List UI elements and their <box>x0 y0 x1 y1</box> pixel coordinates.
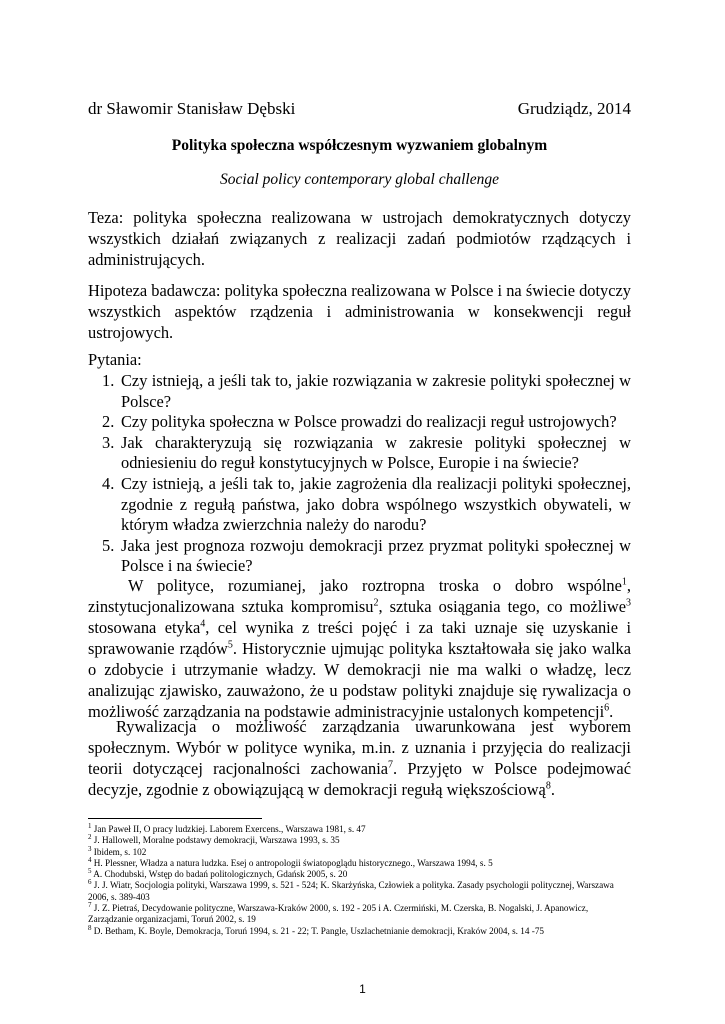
page-number: 1 <box>359 982 366 996</box>
header <box>88 99 631 119</box>
thesis-paragraph: Teza: polityka społeczna realizowana w ustrojach demokratycznych dotyczy wszystkich działań związanych z realizacji zadań podmiotów rządzących i administrujących. <box>88 208 631 269</box>
footnote <box>88 923 631 937</box>
document-title: Polityka społeczna współczesnym wyzwaniem globalnym <box>171 137 548 154</box>
footnote-text: A. Chodubski, Wstęp do badań politologicznych, Gdańsk 2005, s. 20 <box>91 869 348 880</box>
question-number: 5. <box>102 535 115 555</box>
question-number: 3. <box>102 432 115 452</box>
footnote <box>88 844 631 858</box>
footnote <box>88 903 631 926</box>
footnote-ref[interactable]: 8 <box>545 780 551 792</box>
footnote-number: 3 <box>88 844 92 853</box>
question-item <box>88 433 631 474</box>
question-text: Jak charakteryzują się rozwiązania w zakresie polityki społecznej w odniesieniu do reguł konstytucyjnych w Polsce, Europie i na świecie? <box>121 432 631 473</box>
text-run: stosowana etyka <box>88 618 201 637</box>
footnote-number: 6 <box>88 878 92 887</box>
footnote-ref[interactable]: 1 <box>621 576 627 588</box>
text-run: . Przyjęto w Polsce podejmować decyzje, zgodnie z obowiązującą w demokracji regułą większościową <box>88 759 631 799</box>
footnote-text: Jan Paweł II, O pracy ludzkiej. Laborem Exercens., Warszawa 1981, s. 47 <box>91 824 366 834</box>
footnote-ref[interactable]: 5 <box>227 639 233 651</box>
footnote <box>88 880 631 903</box>
hypothesis-paragraph: Hipoteza badawcza: polityka społeczna realizowana w Polsce i na świecie dotyczy wszystkich aspektów rządzenia i administrowania w konsekwencji reguł ustrojowych. <box>88 281 631 342</box>
question-text: Czy polityka społeczna w Polsce prowadzi do realizacji reguł ustrojowych? <box>121 412 617 432</box>
footnote <box>88 821 631 835</box>
questions-list <box>88 371 631 577</box>
footnote-text: D. Betham, K. Boyle, Demokracja, Toruń 1994, s. 21 - 22; T. Pangle, Uszlachetnianie demokracji, Kraków 2004, s. 14 -75 <box>91 925 545 936</box>
question-number: 2. <box>102 412 115 432</box>
body-paragraph-1 <box>88 575 631 722</box>
footnotes <box>88 821 631 937</box>
footnote-number: 7 <box>88 901 92 910</box>
text-run: . Historycznie ujmując polityka kształtowała się jako walka o zdobycie i utrzymanie władzy. W demokracji nie ma walki o władzę, lecz analizując zjawisko, zauważono, że u podstaw polityki znajduje się rywalizacja o możliwość zarządzania na podstawie administracyjnie ustalonych kompetencji <box>88 639 631 721</box>
text-run: W polityce, rozumianej, jako roztropna troska o dobro wspólne <box>128 576 622 595</box>
question-item <box>88 536 631 577</box>
question-text: Czy istnieją, a jeśli tak to, jakie zagrożenia dla realizacji polityki społecznej, zgodnie z regułą państwa, jako dobra wspólnego wszystkich obywateli, w którym władza zwierzchnia należy do narodu? <box>121 473 631 535</box>
footnote-ref[interactable]: 3 <box>625 597 631 609</box>
document-subtitle: Social policy contemporary global challenge <box>220 171 499 188</box>
footnote <box>88 855 631 869</box>
footnote-text: J. Hallowell, Moralne podstawy demokracji, Warszawa 1993, s. 35 <box>91 835 340 846</box>
footnote-ref[interactable]: 4 <box>200 618 206 630</box>
question-item <box>88 412 631 433</box>
text-run: , cel wynika z treści pojęć i za taki uznaje się uzyskanie i sprawowanie rządów <box>88 618 631 658</box>
footnote-separator <box>88 818 262 819</box>
footnote-text: H. Plessner, Władza a natura ludzka. Esej o antropologii światopoglądu historycznego., Warszawa 1994, s. 5 <box>91 857 493 868</box>
footnote-text: Ibidem, s. 102 <box>91 846 147 857</box>
place-date: Grudziądz, 2014 <box>517 99 631 118</box>
text-run: , sztuka osiągania tego, co możliwe <box>378 597 626 616</box>
questions-label: Pytania: <box>88 350 142 369</box>
footnote-number: 8 <box>88 923 92 932</box>
text-run: . <box>609 702 614 721</box>
footnote-text: J. J. Wiatr, Socjologia polityki, Warszawa 1999, s. 521 - 524; K. Skarżyńska, Człowiek a polityka. Zasady psychologii politycznej, Warszawa 2006, s. 389-403 <box>88 880 614 902</box>
footnote-text: J. Z. Pietraś, Decydowanie polityczne, Warszawa-Kraków 2000, s. 192 - 205 i A. Czermiński, M. Czerska, B. Nogalski, J. Apanowicz, Zarządzanie organizacjami, Toruń 2002, s. 19 <box>88 903 589 925</box>
body-paragraph-2 <box>88 716 631 800</box>
text-run: . <box>550 780 555 799</box>
question-text: Czy istnieją, a jeśli tak to, jakie rozwiązania w zakresie polityki społecznej w Polsce? <box>121 371 631 411</box>
question-text: Jaka jest prognoza rozwoju demokracji przez pryzmat polityki społecznej w Polsce i na świecie? <box>121 535 631 576</box>
footnote-number: 5 <box>88 867 92 876</box>
footnote-ref[interactable]: 7 <box>388 759 394 771</box>
footnote <box>88 869 631 880</box>
footnote-number: 2 <box>88 833 92 842</box>
footnote-ref[interactable]: 2 <box>373 597 379 609</box>
question-number: 4. <box>102 473 115 493</box>
author: dr Sławomir Stanisław Dębski <box>88 99 296 118</box>
text-run: Rywalizacja o możliwość zarządzania uwarunkowana jest wyborem społecznym. Wybór w polityce wynika, m.in. z uznania i przyjęcia do realizacji teorii dotyczącej racjonalności zachowania <box>88 717 631 778</box>
question-item <box>88 371 631 412</box>
footnote <box>88 835 631 846</box>
footnote-ref[interactable]: 6 <box>604 702 610 714</box>
text-run: , zinstytucjonalizowana sztuka kompromisu <box>88 576 631 616</box>
question-number: 1. <box>102 371 115 390</box>
footnote-number: 4 <box>88 855 92 864</box>
footnote-number: 1 <box>88 821 92 830</box>
question-item <box>88 474 631 536</box>
